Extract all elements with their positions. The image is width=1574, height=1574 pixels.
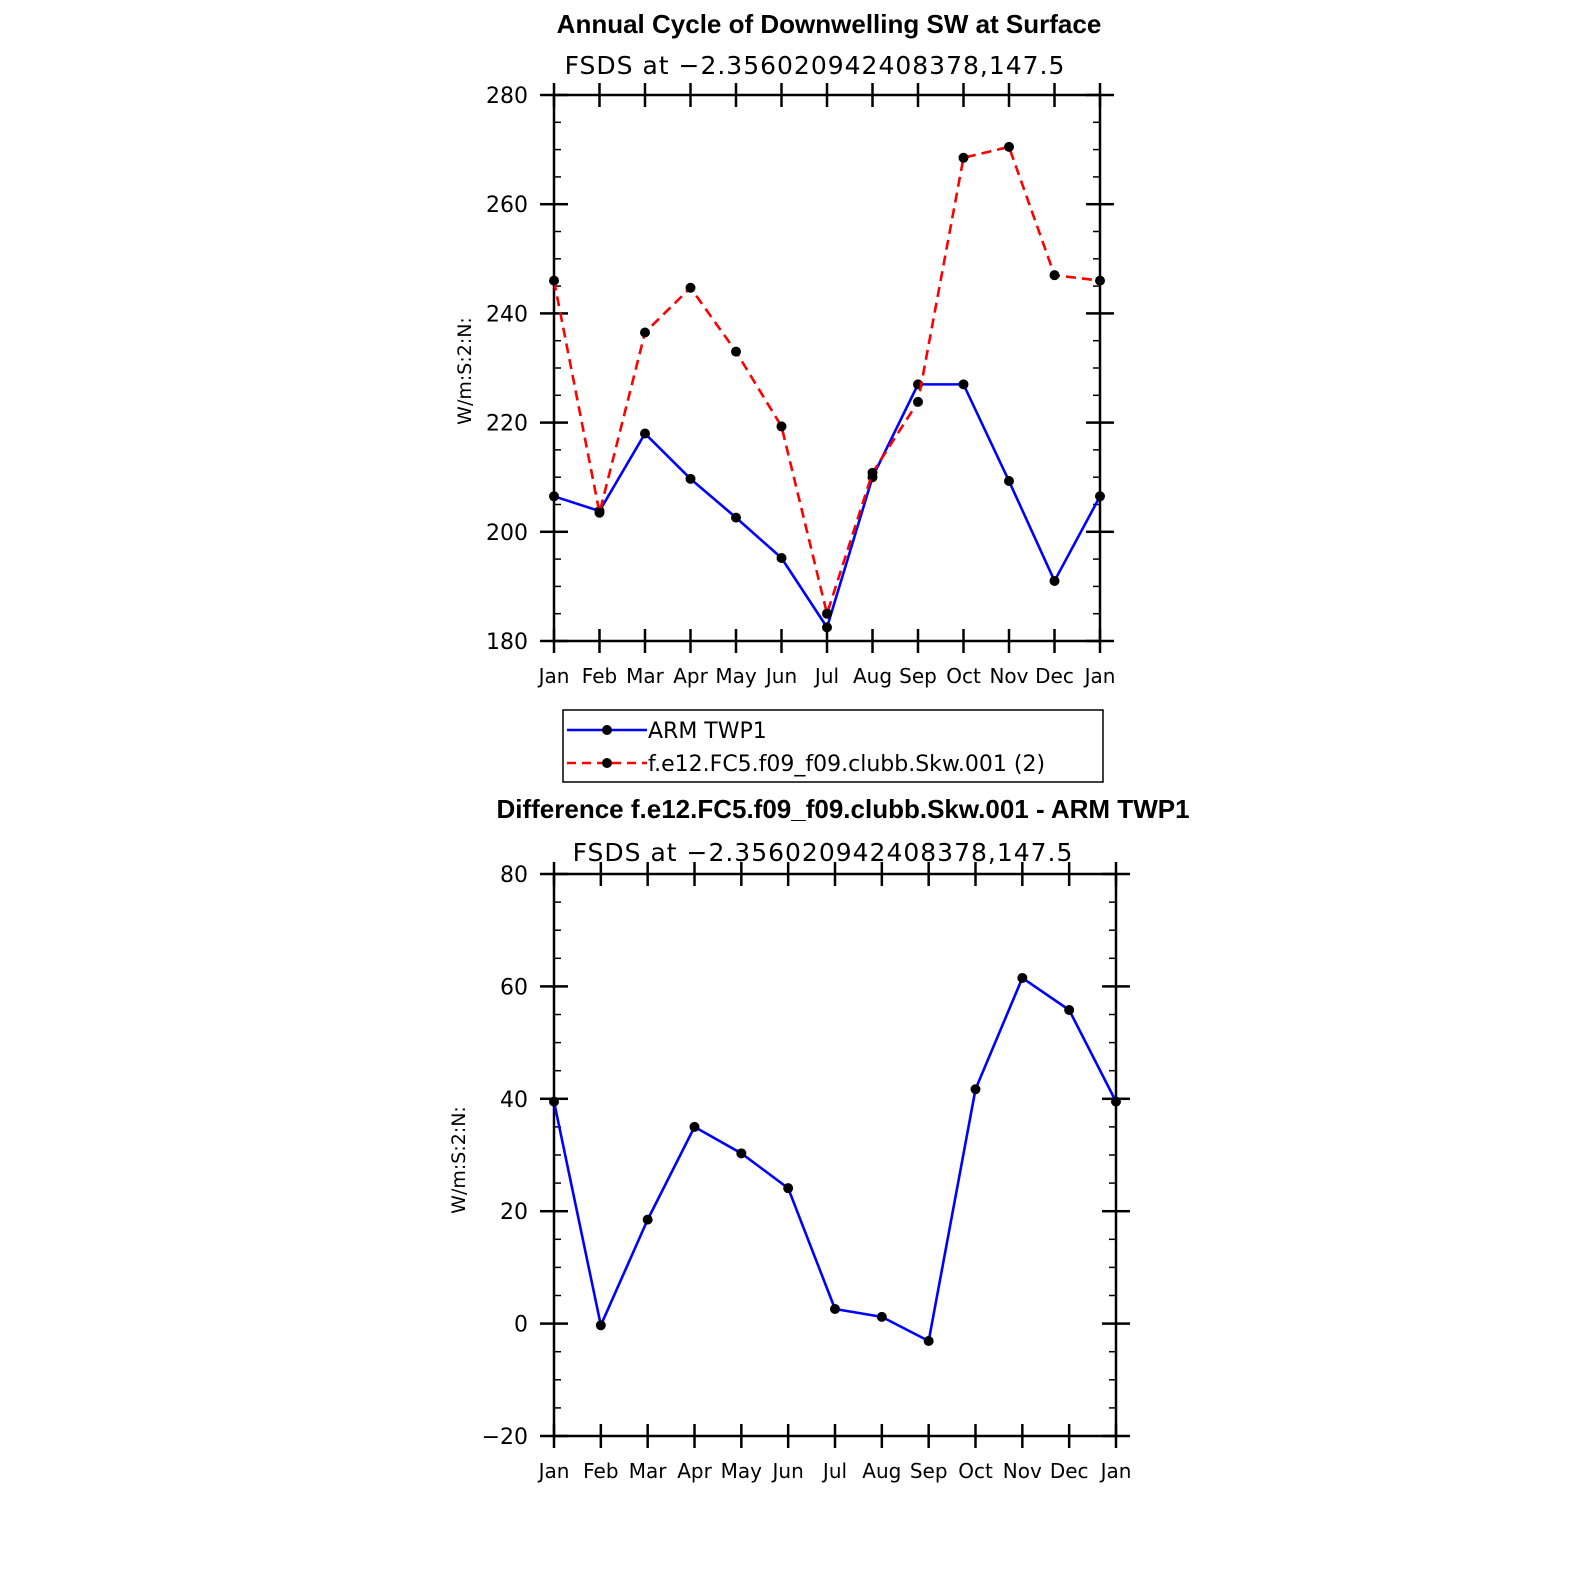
y-axis-label: W/m:S:2:N: <box>448 1106 470 1214</box>
y-tick-label: 0 <box>514 1312 528 1338</box>
data-point <box>868 468 878 478</box>
data-point <box>686 474 696 484</box>
plot-area <box>486 83 1115 688</box>
difference-panel <box>448 794 1190 1483</box>
x-tick-label: Aug <box>852 664 893 688</box>
x-tick-label: Jul <box>822 1459 848 1483</box>
chart-subtitle: FSDS at −2.356020942408378,147.5 <box>564 51 1066 80</box>
x-tick-label: Apr <box>677 1459 712 1483</box>
y-tick-label: 220 <box>486 411 528 437</box>
data-point <box>924 1336 934 1346</box>
data-point <box>777 553 787 563</box>
y-tick-label: 80 <box>500 863 528 888</box>
x-tick-label: May <box>720 1459 763 1483</box>
legend-label-arm-twp1: ARM TWP1 <box>648 719 767 744</box>
data-point <box>690 1122 700 1132</box>
data-point <box>643 1215 653 1225</box>
data-point <box>1095 491 1105 501</box>
y-tick-label: 180 <box>486 630 528 655</box>
data-point <box>830 1304 840 1314</box>
legend-label-model: f.e12.FC5.f09_f09.clubb.Skw.001 (2) <box>648 752 1046 777</box>
chart-subtitle: FSDS at −2.356020942408378,147.5 <box>572 838 1074 867</box>
series-line-0 <box>554 384 1100 627</box>
data-point <box>913 397 923 407</box>
x-tick-label: Mar <box>628 1459 667 1483</box>
x-tick-label: Jan <box>538 664 570 688</box>
annual-cycle-panel <box>454 9 1115 688</box>
data-point <box>595 508 605 518</box>
x-tick-label: Nov <box>989 664 1029 688</box>
plot-frame <box>554 874 1116 1436</box>
data-point <box>731 513 741 523</box>
x-tick-label: Jan <box>1084 664 1116 688</box>
data-point <box>736 1148 746 1158</box>
data-point <box>971 1084 981 1094</box>
data-point <box>959 379 969 389</box>
y-tick-label: 280 <box>486 84 528 109</box>
data-point <box>549 1097 559 1107</box>
y-tick-label: 20 <box>500 1200 528 1226</box>
data-point <box>1004 142 1014 152</box>
y-tick-label: 200 <box>486 520 528 546</box>
y-tick-label: 60 <box>500 975 528 1001</box>
x-tick-label: Apr <box>673 664 708 688</box>
legend <box>563 710 1103 782</box>
legend-marker-arm-twp1 <box>602 725 612 735</box>
x-tick-label: Nov <box>1002 1459 1042 1483</box>
x-tick-label: Dec <box>1035 664 1074 688</box>
x-tick-label: Mar <box>626 664 664 688</box>
x-tick-label: Jun <box>772 1459 804 1483</box>
data-point <box>959 153 969 163</box>
x-tick-label: Feb <box>583 1459 619 1483</box>
series-line-0 <box>554 978 1116 1341</box>
data-point <box>1050 576 1060 586</box>
data-point <box>640 328 650 338</box>
data-point <box>686 283 696 293</box>
y-tick-label: 40 <box>500 1087 528 1113</box>
x-tick-label: Feb <box>581 664 618 688</box>
y-tick-label: −20 <box>481 1425 528 1450</box>
data-point <box>1004 476 1014 486</box>
x-tick-label: May <box>715 664 757 688</box>
x-tick-label: Sep <box>909 1459 948 1483</box>
data-point <box>822 609 832 619</box>
plot-area <box>482 862 1132 1483</box>
data-point <box>640 429 650 439</box>
data-point <box>822 622 832 632</box>
chart-title: Annual Cycle of Downwelling SW at Surface <box>556 9 1102 39</box>
data-point <box>596 1320 606 1330</box>
data-point <box>1050 270 1060 280</box>
data-point <box>783 1183 793 1193</box>
legend-marker-model <box>602 758 612 768</box>
x-tick-label: Dec <box>1049 1459 1089 1483</box>
data-point <box>777 421 787 431</box>
data-point <box>1017 973 1027 983</box>
y-axis-label: W/m:S:2:N: <box>454 317 476 425</box>
x-tick-label: Sep <box>899 664 937 688</box>
data-point <box>1064 1005 1074 1015</box>
data-point <box>1095 276 1105 286</box>
series-line-1 <box>554 147 1100 614</box>
x-tick-label: Oct <box>946 664 981 688</box>
data-point <box>549 491 559 501</box>
y-tick-label: 260 <box>486 193 528 219</box>
chart-title: Difference f.e12.FC5.f09_f09.clubb.Skw.001 - ARM TWP1 <box>496 794 1190 824</box>
y-tick-label: 240 <box>486 302 528 328</box>
x-tick-label: Aug <box>862 1459 902 1483</box>
data-point <box>731 347 741 357</box>
x-tick-label: Jun <box>765 664 798 688</box>
x-tick-label: Jan <box>1100 1459 1132 1483</box>
data-point <box>877 1312 887 1322</box>
x-tick-label: Oct <box>958 1459 993 1483</box>
x-tick-label: Jan <box>538 1459 570 1483</box>
data-point <box>1111 1097 1121 1107</box>
x-tick-label: Jul <box>814 664 840 688</box>
data-point <box>549 276 559 286</box>
